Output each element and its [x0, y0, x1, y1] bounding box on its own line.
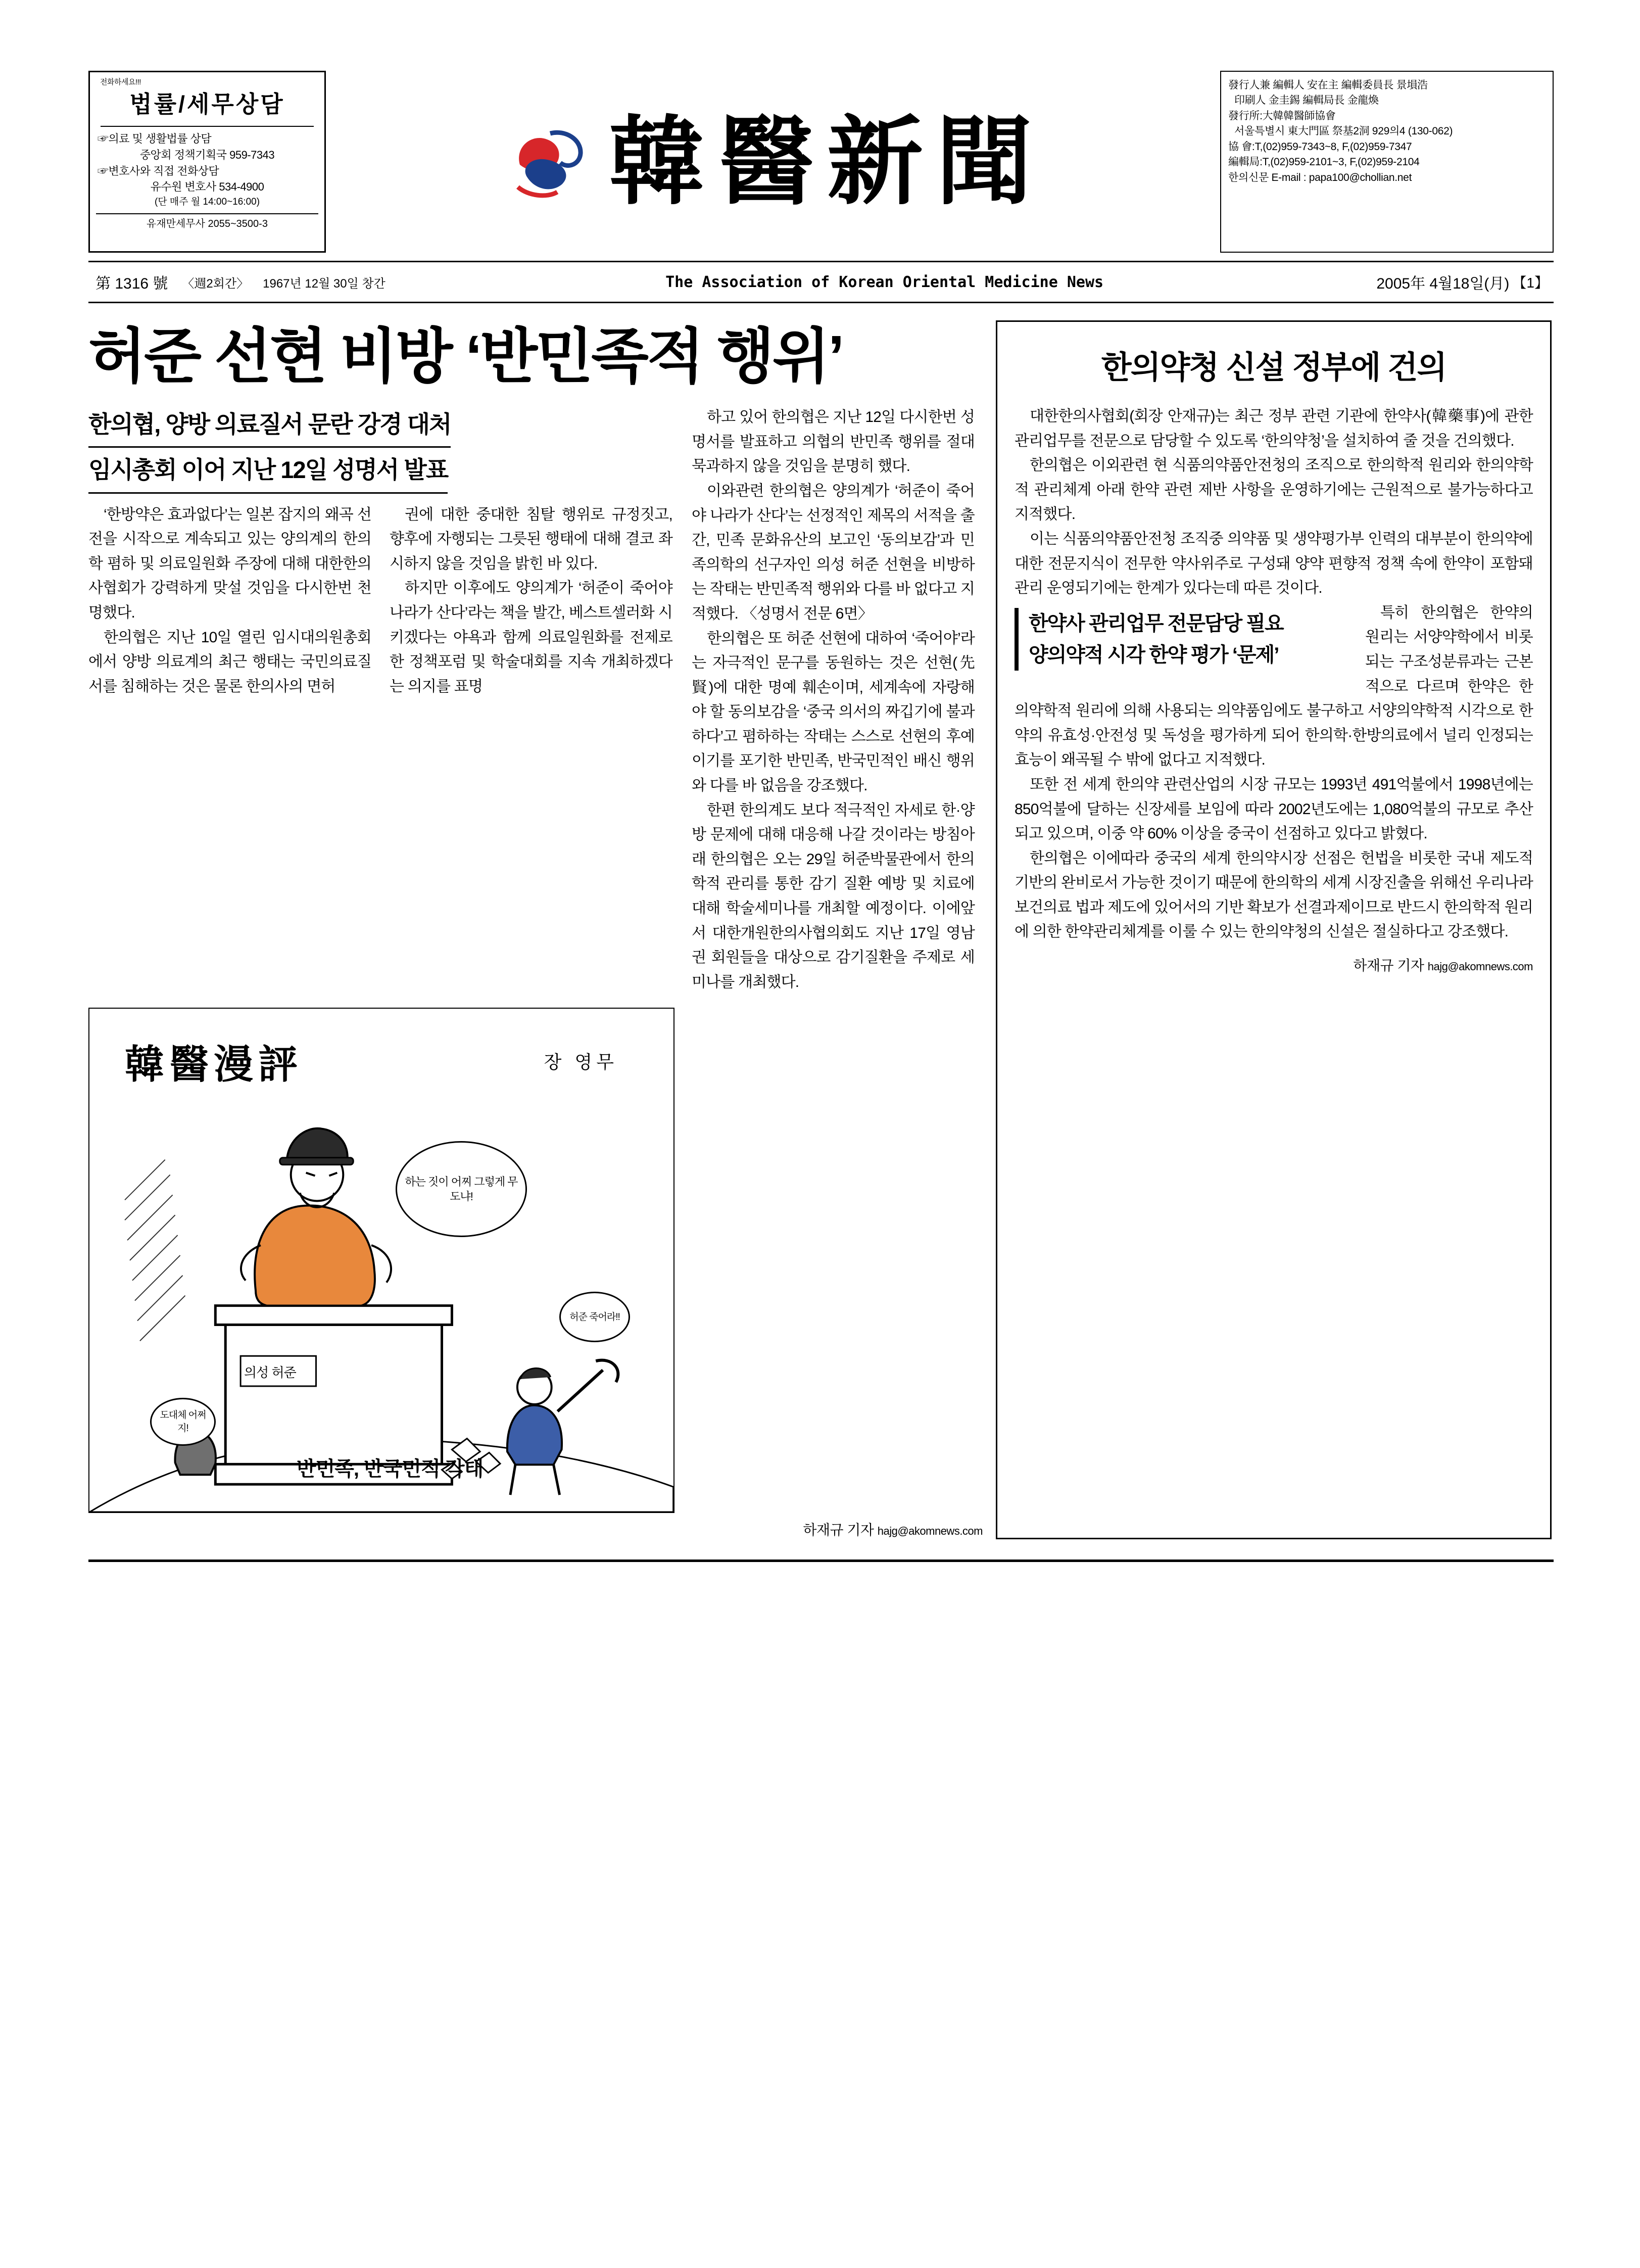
pull-quote-line-2: 양의약적 시각 한약 평가 ‘문제’: [1029, 643, 1279, 666]
lead-headline: 허준 선현 비방 ‘반민족적 행위’: [88, 323, 843, 390]
paragraph: 한의협은 또 허준 선현에 대하여 ‘죽어야’라는 자극적인 문구를 동원하는 것은 선현(先賢)에 대한 명예 훼손이며, 세계속에 자랑해야 할 동의보감을 ‘중국 의서의 짜깁기에 불과하다’고 폄하하는 작태는 스스로 선현의 후예이기를 포기한 반민족, 반국민적인 배신 행위와 다를 바 없음을 강조했다.: [692, 630, 975, 794]
speech-bubble-left: 도대체 어쩌지!: [150, 1398, 216, 1446]
speech-bubble-main: 하는 짓이 어찌 그렇게 무도냐!: [396, 1141, 527, 1237]
deck-line-2: [88, 451, 674, 493]
korean-oriental-medicine-logo-icon: [501, 116, 597, 207]
pull-quote: [1015, 608, 1352, 671]
ad-line-4: 유수원 변호사 534-4900: [150, 180, 264, 194]
colophon-line-4: 서울특별시 東大門區 祭基2洞 929의4 (130-062): [1234, 125, 1453, 137]
issue-bar: [88, 261, 1554, 303]
ad-hours: (단 매주 월 14:00~16:00): [154, 197, 260, 208]
deck-line-1: [88, 405, 674, 448]
cartoon-caption: 반민족, 반국민적 각태: [297, 1458, 484, 1481]
colophon-box: [1220, 71, 1554, 253]
issue-number: 第 1316 號: [95, 275, 168, 292]
issue-date: 2005年 4월18일(月): [1376, 275, 1510, 292]
colophon-line-1: 發行人兼 編輯人 安在主 編輯委員長 景塤浩: [1228, 79, 1428, 91]
paragraph: 이는 식품의약품안전청 조직중 의약품 및 생약평가부 인력의 대부분이 한의약에 대한 전문지식이 전무한 약사위주로 구성돼 양약 편향적 정책 속에 한약이 포함돼 관리 운영되기에는 한계가 있다는데 따른 것이다.: [1015, 530, 1533, 597]
colophon-line-6: 編輯局:T,(02)959-2101~3, F,(02)959-2104: [1228, 156, 1420, 168]
editorial-cartoon: [88, 1008, 674, 1513]
paragraph: 한편 한의계도 보다 적극적인 자세로 한·양방 문제에 대해 대응해 나갈 것이라는 방침아래 한의협은 오는 29일 허준박물관에서 한의학적 관리를 통한 감기 질환 예방 및 치료에 대해 학술세미나를 개최할 예정이다. 이에앞서 대한개원한의사협의회도 지난 17일 영남권 회원들을 대상으로 감기질환을 주제로 세미나를 개최했다.: [692, 801, 975, 990]
paragraph: 하고 있어 한의협은 지난 12일 다시한번 성명서를 발표하고 의협의 반민족 행위를 절대 묵과하지 않을 것임을 분명히 했다.: [692, 409, 975, 475]
ad-footer-line: 유재만세무사 2055~3500-3: [96, 213, 318, 231]
issue-founded: 1967년 12월 30일 창간: [263, 276, 385, 291]
colophon-line-7: 한의신문 E-mail : papa100@chollian.net: [1228, 171, 1412, 183]
paper-title-block: [326, 71, 1220, 253]
paragraph: 한의협은 지난 10일 열린 임시대의원총회에서 양방 의료계의 최근 행태는 국민의료질서를 침해하는 것은 물론 한의사의 면허: [88, 629, 371, 695]
ad-divider: [101, 126, 314, 127]
paragraph: 또한 전 세계 한의약 관련산업의 시장 규모는 1993년 491억불에서 1998년에는 850억불에 달하는 신장세를 보임에 따라 2002년도에는 1,080억불의 규모로 추산되고 있으며, 이중 약 60% 이상을 중국이 선점하고 있다고 밝혔다.: [1015, 776, 1533, 842]
cartoon-signature: 장 영무: [544, 1052, 618, 1073]
pull-quote-line-1: 한약사 관리업무 전문담당 필요: [1029, 612, 1283, 635]
ad-title: 법률/세무상담: [129, 91, 285, 118]
paragraph: 이와관련 한의협은 양의계가 ‘허준이 죽어야 나라가 산다’는 선정적인 제목의 서적을 출간, 민족 문화유산의 보고인 ‘동의보감’과 민족의학의 선구자인 의성 허준 선현을 비방하는 작태는 반민족적 행위와 다를 바 없다고 지적했다. 〈성명서 전문 6면〉: [692, 482, 975, 622]
side-article: [996, 320, 1552, 1539]
lead-byline-email: hajg@akomnews.com: [877, 1525, 983, 1538]
lead-column-3: [692, 405, 975, 995]
bottom-divider: [88, 1560, 1554, 1562]
paragraph: 특히 한의협은 한약의 원리는 서양약학에서 비롯되는 구조성분류과는 근본적으로 다르며 한약은 한의약학적 원리에 의해 사용되는 의약품임에도 불구하고 서양의약학적 시각으로 한약의 유효성·안전성 및 독성을 평가하게 되어 한의학·한방의료에서 널리 인정되는 효능이 왜곡될 수 밖에 없다고 지적했다.: [1015, 604, 1533, 769]
content-area: [88, 320, 1554, 1539]
paragraph: 하지만 이후에도 양의계가 ‘허준이 죽어야 나라가 산다’라는 책을 발간, 베스트셀러화 시키겠다는 야욕과 함께 의료일원화를 전제로 한 정책포럼 및 학술대회를 지속 개최하겠다는 의지를 표명: [390, 580, 672, 695]
page-number: 【1】: [1512, 275, 1549, 291]
paragraph: 한의협은 이에따라 중국의 세계 한의약시장 선점은 헌법을 비롯한 국내 제도적 기반의 완비로서 가능한 것이기 때문에 한의학의 세계 시장진출을 위해선 우리나라 보건의료 법과 제도에 있어서의 기반 확보가 선결과제이므로 반드시 한의학적 원리에 의한 한약관리체계를 이룰 수 있는 한의약청의 신설은 절실하다고 강조했다.: [1015, 849, 1533, 940]
lead-column-2: [390, 503, 672, 699]
paragraph: 한의협은 이외관련 현 식품의약품안전청의 조직으로 한의학적 원리와 한의약학적 관리체계 아래 한약 관련 제반 사항을 운영하기에는 근원적으로 불가능하다고 지적했다.: [1015, 457, 1533, 523]
lead-columns: [88, 503, 674, 699]
deck-line-2-text: 임시총회 이어 지난 12일 성명서 발표: [88, 451, 448, 493]
side-body: [1015, 404, 1533, 944]
deck-and-columns: [88, 405, 983, 995]
lead-deck: [88, 405, 674, 493]
paragraph: 대한한의사협회(회장 안재규)는 최근 정부 관련 기관에 한약사(韓藥事)에 관한 관리업무를 전문으로 담당할 수 있도록 ‘한의약청’을 설치하여 줄 것을 건의했다.: [1015, 408, 1533, 449]
paragraph: 권에 대한 중대한 침탈 행위로 규정짓고, 향후에 자행되는 그릇된 행태에 대해 결코 좌시하지 않을 것임을 밝힌 바 있다.: [390, 506, 672, 572]
lead-byline: [88, 1519, 983, 1539]
colophon-line-3: 發行所:大韓韓醫師協會: [1228, 110, 1336, 122]
legal-tax-consult-ad: [88, 71, 326, 253]
issue-frequency: 〈週2회간〉: [182, 276, 249, 291]
ad-line-2: 중앙회 정책기획국 959-7343: [139, 149, 275, 162]
ad-line-1: ☞의료 및 생활법률 상담: [98, 132, 212, 146]
page-sheet: [88, 71, 1554, 1562]
masthead: [88, 71, 1554, 253]
side-byline-name: 하재규 기자: [1353, 958, 1424, 974]
side-byline-email: hajg@akomnews.com: [1427, 960, 1533, 973]
cartoon-title: 韓醫漫評: [125, 1042, 303, 1088]
colophon-line-2: 印刷人 金圭錫 編輯局長 金龍煥: [1234, 94, 1379, 107]
speech-bubble-right: 허준 죽어라!!: [559, 1292, 630, 1342]
lead-column-1: [88, 503, 371, 699]
side-headline: 한의약청 신설 정부에 건의: [1101, 350, 1446, 385]
colophon-line-5: 協 會:T,(02)959-7343~8, F,(02)959-7347: [1228, 140, 1412, 153]
side-byline: [1015, 955, 1533, 975]
pedestal-label: 의성 허준: [244, 1365, 296, 1381]
lead-byline-name: 하재규 기자: [803, 1522, 874, 1538]
ad-tiny-text: 전화하세요!!!: [100, 78, 141, 86]
page-title: 韓醫新聞: [608, 105, 1045, 218]
paragraph: ‘한방약은 효과없다’는 일본 잡지의 왜곡 선전을 시작으로 계속되고 있는 양의계의 한의학 폄하 및 의료일원화 주장에 대해 대한한의사협회가 강력하게 맞설 것임을 다시한번 천명했다.: [88, 506, 371, 621]
lead-article: [88, 320, 983, 1539]
deck-line-1-text: 한의협, 양방 의료질서 문란 강경 대처: [88, 405, 451, 448]
english-title: The Association of Korean Oriental Medicine News: [665, 273, 1104, 291]
ad-line-3: ☞변호사와 직접 전화상담: [98, 164, 219, 177]
